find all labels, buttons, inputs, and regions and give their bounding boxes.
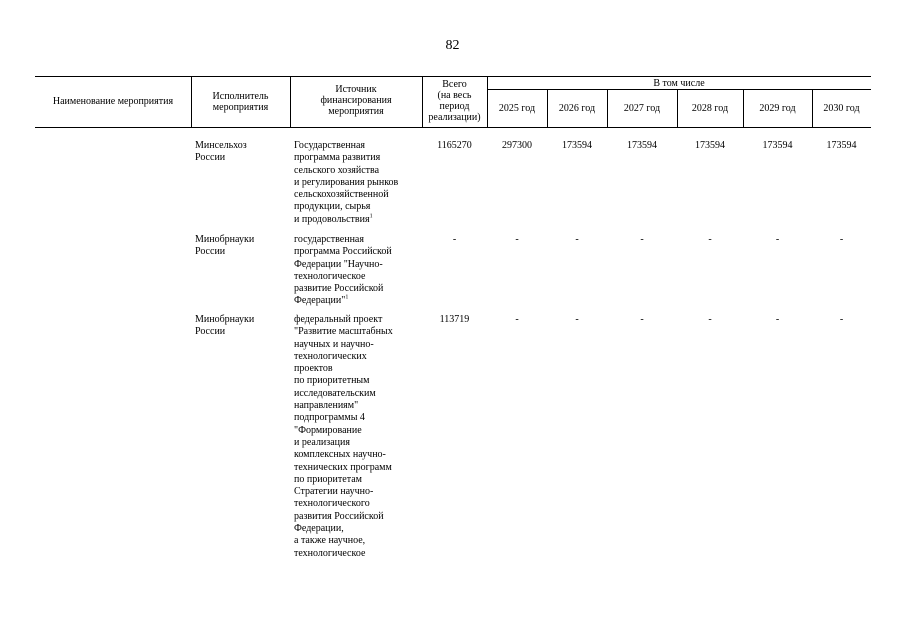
source-cell: государственная программа Российской Федерации "Научно- технологическое развитие Российской Федерации"$^1$ [294, 234, 392, 307]
year-value-cell: 173594 [826, 140, 857, 151]
header-source: Источник финансирования мероприятия [320, 84, 392, 117]
table-top-border [35, 76, 871, 77]
executor-cell: Минобрнауки России [195, 234, 255, 258]
year-value-cell: - [775, 234, 780, 245]
page-number: 82 [445, 38, 460, 53]
year-value-cell: - [839, 234, 844, 245]
year-value-cell: - [515, 314, 519, 325]
header-year: 2025 год [498, 103, 536, 114]
header-group: В том числе [653, 78, 705, 89]
header-year: 2029 год [759, 103, 796, 114]
source-cell: федеральный проект "Развитие масштабных научных и научно- технологических проектов по приоритетным исследовательским направлениям" подпрограммы 4 "Формирование и реализация комплексных научно- технических программ по приоритетам Стратегии научно- технологического развития Российской Федерации, а также научное, технологическое [294, 314, 393, 559]
header-name: Наименование мероприятия [52, 96, 174, 107]
header-executor: Исполнитель мероприятия [212, 91, 269, 113]
total-cell: 113719 [439, 314, 470, 325]
subheader-divider [487, 89, 871, 90]
year-value-cell: 173594 [762, 140, 793, 151]
year-value-cell: 173594 [627, 140, 657, 151]
header-total: Всего (на весь период реализации) [428, 79, 481, 123]
year-value-cell: 297300 [502, 140, 532, 151]
year-value-cell: - [575, 314, 579, 325]
year-value-cell: - [708, 314, 712, 325]
executor-cell: Минобрнауки России [195, 314, 255, 338]
header-year: 2028 год [691, 103, 729, 114]
year-value-cell: - [640, 234, 644, 245]
header-year: 2030 год [823, 103, 860, 114]
total-cell: - [452, 234, 457, 245]
year-value-cell: - [515, 234, 519, 245]
year-value-cell: - [839, 314, 844, 325]
year-value-cell: - [640, 314, 644, 325]
header-year: 2027 год [623, 103, 661, 114]
year-value-cell: 173594 [695, 140, 725, 151]
year-value-cell: - [575, 234, 579, 245]
year-value-cell: 173594 [562, 140, 592, 151]
header-bottom-border [35, 127, 871, 128]
year-value-cell: - [708, 234, 712, 245]
total-cell: 1165270 [437, 140, 472, 151]
header-year: 2026 год [558, 103, 596, 114]
footnote-mark: 1 [369, 213, 373, 220]
year-value-cell: - [775, 314, 780, 325]
executor-cell: Минсельхоз России [195, 140, 247, 164]
footnote-mark: 1 [345, 295, 349, 302]
source-cell: Государственная программа развития сельского хозяйства и регулирования рынков сельскохозяйственной продукции, сырья и продовольствия$^1$ [294, 140, 399, 225]
